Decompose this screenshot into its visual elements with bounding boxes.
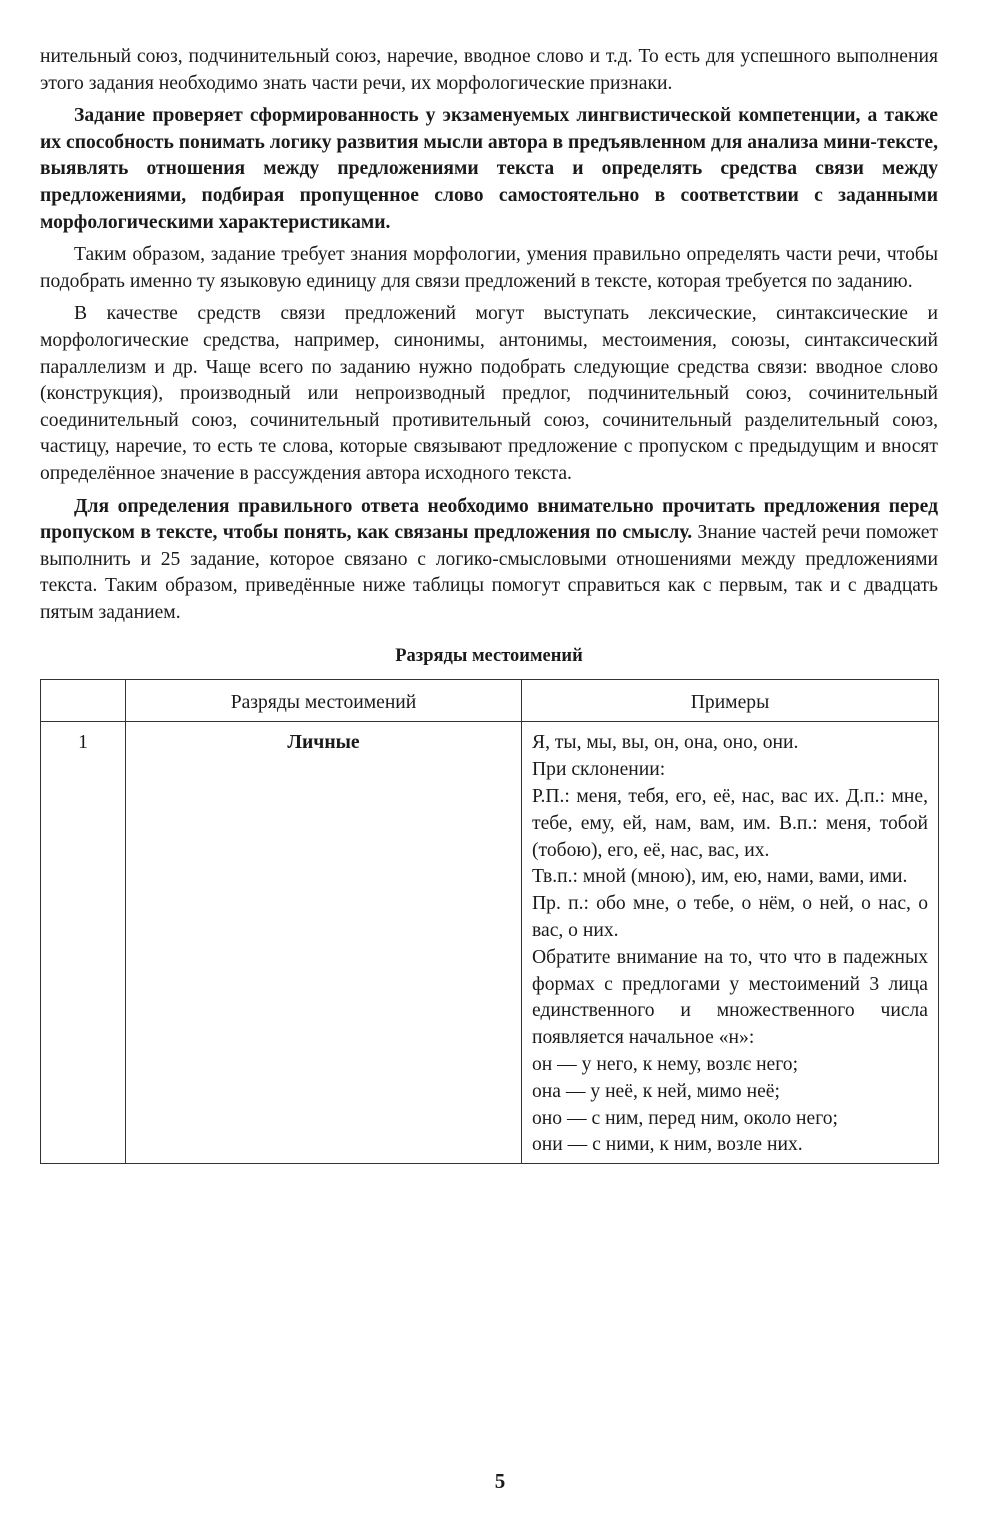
example-line: она — у неё, к ней, мимо неё; (532, 1080, 780, 1102)
table-title: Разряды местоимений (395, 646, 583, 667)
example-line: Тв.п.: мной (мною), им, ею, нами, вами, ими. (532, 866, 908, 888)
example-line: оно — с ним, перед ним, около него; (532, 1107, 838, 1129)
table-row (41, 722, 939, 1164)
paragraph-task-competence: Задание проверяет сформированность у экзаменуемых лингвистической компетенции, а также их способность понимать логику развития мысли автора в предъявленном для анализа мини-тексте, выявлять отношения между предложениями текста и определять средства связи между предложениями, подбирая пропущенное слово самостоятельно в соответствии с заданными морфологическими характеристиками. (40, 105, 938, 233)
pronoun-categories-table (40, 679, 939, 1164)
example-line: Р.П.: меня, тебя, его, её, нас, вас их. Д.п.: мне, тебе, ему, ей, нам, вам, им. В.п.: меня, тобой (тобою), его, её, нас, вас, их. (532, 786, 928, 861)
example-line: При склонении: (532, 759, 666, 781)
page-content (40, 44, 938, 1164)
example-line: Обратите внимание на то, что что в падежных формах с предлогами у местоимений 3 лица единственного и множественного числа появляется начальное «н»: (532, 946, 928, 1049)
answer-hint-rest: Знание частей речи поможет выполнить и 25 задание, которое связано с логико-смысловыми отношениями между предложениями текста. Таким образом, приведённые ниже таблицы помогут справиться как с первым, так и с двадцать пятым заданием. (40, 522, 938, 623)
example-line: Пр. п.: обо мне, о тебе, о нём, о ней, о нас, о вас, о них. (532, 893, 928, 942)
row-examples (522, 722, 939, 1164)
row-number: 1 (41, 722, 126, 1164)
example-line: они — с ними, к ним, возле них. (532, 1134, 803, 1156)
answer-hint-bold: Для определения правильного ответа необходимо внимательно прочитать предложения перед пропуском в тексте, чтобы понять, как связаны предложения по смыслу. (40, 495, 938, 544)
header-examples: Примеры (522, 680, 939, 722)
page-number: 5 (494, 1469, 506, 1493)
row-category: Личные (126, 722, 522, 1164)
paragraph-means-of-connection: В качестве средств связи предложений могут выступать лексические, синтаксические и морфологические средства, например, синонимы, антонимы, местоимения, союзы, синтаксический параллелизм и др. Чаще всего по заданию нужно подобрать следующие средства связи: вводное слово (конструкция), производный или непроизводный предлог, подчинительный союз, сочинительный соединительный союз, сочинительный противительный союз, сочинительный разделительный союз, частицу, наречие, то есть те слова, которые связывают предложение с пропуском с предыдущим и вносят определённое значение в рассуждения автора исходного текста. (40, 303, 938, 484)
paragraph-answer-hint (40, 494, 938, 627)
table-header-row (41, 680, 939, 722)
example-line: Я, ты, мы, вы, он, она, оно, они. (532, 732, 799, 754)
paragraph-continuation: нительный союз, подчинительный союз, наречие, вводное слово и т.д. То есть для успешного выполнения этого задания необходимо знать части речи, их морфологические признаки. (40, 46, 938, 94)
header-category: Разряды местоимений (126, 680, 522, 722)
example-line: он — у него, к нему, возлє него; (532, 1054, 799, 1076)
header-num (41, 680, 126, 722)
paragraph-morphology-requirement: Таким образом, задание требует знания морфологии, умения правильно определять части речи, чтобы подобрать именно ту языковую единицу для связи предложений в тексте, которая требуется по заданию. (40, 244, 938, 292)
